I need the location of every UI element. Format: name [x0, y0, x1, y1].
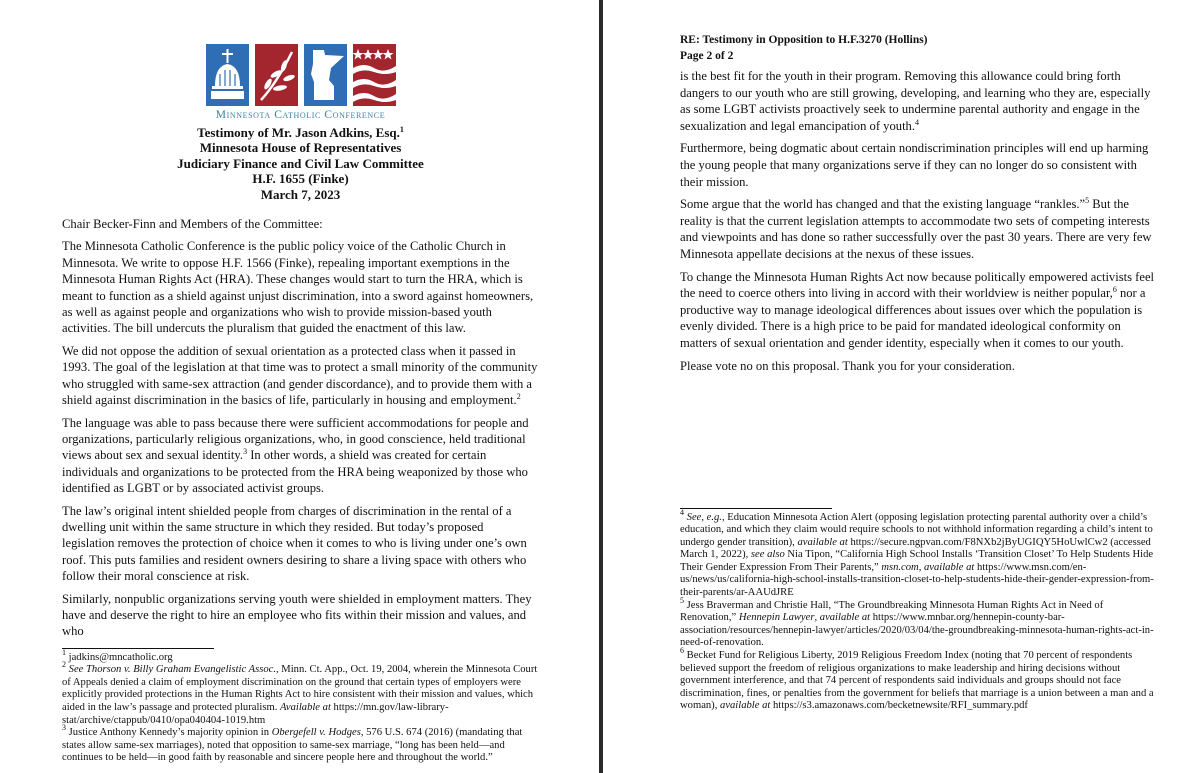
paragraph [62, 415, 539, 497]
page-number: Page 2 of 2 [680, 50, 734, 62]
footnote [62, 723, 539, 765]
footnote [62, 660, 539, 727]
title-line: H.F. 1655 (Finke) [252, 171, 349, 187]
text-run: See, e.g. [686, 511, 722, 523]
text-run: , [814, 612, 820, 624]
text-run: The Minnesota Catholic Conference is the public policy voice of the Catholic Church in Minnesota. We write to oppose H.F. 1566 (Finke), repealing important exemptions in the Minnesota Human Rights Act (HRA). These changes would start to turn the HRA, which is meant to function as a shield against unjust discrimination, into a sword against homeowners, as well as against people and organizations who wish to provide mission-based youth activities. The bill undercuts the pluralism that guided the enactment of this law. [62, 239, 534, 336]
footnote-marker: 5 [680, 595, 684, 605]
text-run: Available at [280, 702, 331, 714]
footnote-divider [62, 648, 214, 649]
paragraph [680, 140, 1160, 190]
text-run: The language was able to pass because there were sufficient accommodations for people and organizations, particularly religious organizations, who, in good conscience, held traditional views about sex and sexual identity. [62, 415, 529, 463]
text-run: Similarly, nonpublic organizations serving youth were shielded in employment matters. They have and deserve the right to hire an employee who fits within their mission and values, and who [62, 591, 532, 639]
title-line: Minnesota House of Representatives [199, 140, 402, 156]
church-dome-icon [206, 44, 249, 106]
text-run: Hennepin Lawyer [738, 612, 815, 624]
text-run: Please vote no on this proposal. Thank you for your consideration. [680, 358, 1015, 373]
paragraph [62, 503, 539, 585]
page-2 [603, 0, 1200, 773]
footnote-marker: 6 [680, 646, 684, 656]
text-run: https://www.mnbar.org/hennepin-county-bar-association/resources/hennepin-lawyer/articles/2020/03/04/the-groundbreaking-minnesota-human-rights-act-in-need-of-renovation. [680, 612, 1154, 649]
footnote-marker: 4 [915, 117, 920, 127]
text-run: See Thorson v. Billy Graham Evangelistic Assoc. [68, 664, 276, 676]
text-run: nor a productive way to manage ideological differences about issues over which the population is evenly divided. There is a high price to be paid for mandated ideological conformity on matters of sexual orientation and gender identity, especially when it comes to our youth. [680, 286, 1146, 350]
olive-branch-icon [255, 44, 298, 106]
text-run: Obergefell v. Hodges [271, 727, 361, 739]
text-run: Jess Braverman and Christie Hall, “The Groundbreaking Minnesota Human Rights Act in Need of Renovation,” [680, 599, 1104, 624]
text-run: https://secure.ngpvan.com/F8NXb2jByUGIQY5HoUwlCw2 (accessed March 1, 2022), [680, 536, 1151, 561]
paragraph [62, 216, 539, 232]
footnote-marker: 3 [243, 447, 248, 457]
title-text: Testimony of Mr. Jason Adkins, Esq. [197, 125, 400, 140]
text-run: Justice Anthony Kennedy’s majority opinion in [66, 727, 272, 739]
title-date: March 7, 2023 [260, 186, 341, 202]
title-line: Judiciary Finance and Civil Law Committee [177, 155, 424, 171]
re-line: RE: Testimony in Opposition to H.F.3270 (Hollins) [680, 34, 928, 46]
text-run: , 576 U.S. 674 (2016) (mandating that states allow same-sex marriages), noted that opposition to same-sex marriage, “long has been held—and continues to be held—in good faith by reasonable and sincere people here and throughout the world.” [62, 727, 523, 764]
footnote-marker: 5 [1085, 196, 1090, 206]
page-1 [0, 0, 599, 773]
text-run: The law’s original intent shielded people from charges of discrimination in the rental of a dwelling unit within the same structure in which they resided. But today’s proposed legislation removes the protection of choice when it comes to who is living under one’s own roof. This puts families and resident owners desiring to share a living space with others who follow their moral conscience at risk. [62, 503, 527, 584]
paragraph [680, 358, 1160, 375]
footnote [62, 647, 539, 665]
text-run: msn.com [881, 561, 919, 573]
body-text [62, 216, 539, 646]
page-header [680, 32, 1160, 64]
footnotes [680, 507, 1160, 714]
text-run: Becket Fund for Religious Liberty, 2019 Religious Freedom Index (noting that 70 percent of respondents believed support the freedom of religious organizations to make leadership and hiring decisions without government interference, and that 74 percent of respondents said individuals and groups should not face discrimination, fines, or penalties from the government for beliefs that marriage is a union between a man and a woman), [680, 650, 1154, 712]
footnote [680, 646, 1160, 713]
text-run: But the reality is that the current legislation attempts to accommodate two sets of competing interests and viewpoints and has done so rather successfully over the past 30 years. There are very few Minnesota appellate decisions at the nexus of these issues. [680, 197, 1152, 261]
text-run: Furthermore, being dogmatic about certain nondiscrimination principles will end up harming the young people that many organizations serve if they can no longer do so consistent with their mission. [680, 141, 1149, 189]
paragraph [62, 238, 539, 336]
minnesota-map-icon [304, 44, 347, 106]
text-run: available at [797, 536, 848, 548]
paragraph [680, 196, 1160, 262]
text-run: In other words, a shield was created for certain individuals and organizations to be protected from the HRA being weaponized by those who identified as LGBT or by associated activist groups. [62, 448, 528, 496]
footnote-marker: 1 [62, 647, 66, 657]
text-run: Nia Tipon, “California High School Installs ‘Transition Closet’ To Help Students Hide Their Gender Expression From Their Parents,” [680, 549, 1154, 573]
footnote-marker: 2 [516, 392, 521, 402]
text-run: To change the Minnesota Human Rights Act now because politically empowered activists feel the need to coerce others into living in accord with their worldview is neither popular, [680, 269, 1155, 301]
footnote-marker: 3 [62, 723, 66, 733]
text-run: https://s3.amazonaws.com/becketnewsite/RFI_summary.pdf [770, 700, 1028, 712]
footnotes [62, 647, 539, 765]
text-run: Some argue that the world has changed and that the existing language “rankles.” [680, 197, 1086, 212]
footnote-marker: 1 [399, 125, 404, 134]
footnote [680, 507, 1160, 600]
footnote-marker: 6 [1112, 285, 1117, 295]
text-run: available at [720, 700, 771, 712]
text-run: see also [750, 549, 785, 561]
footnote-marker: 2 [62, 660, 66, 670]
text-run: https://mn.gov/law-library-stat/archive/ctappub/0410/opa040404-1019.htm [62, 702, 449, 726]
footnote [680, 595, 1160, 650]
mcc-logo [206, 44, 396, 121]
text-run: is the best fit for the youth in their program. Removing this allowance could bring forth dangers to our youth who are still growing, developing, and learning who they are, especially as some LGBT activists proactively seek to undermine parental authority and engage in the sexualization and legal emancipation of youth. [680, 69, 1151, 133]
testimony-title-block [62, 125, 539, 202]
text-run: , [918, 561, 924, 573]
footnote-marker: 4 [680, 507, 684, 517]
text-run: Chair Becker-Finn and Members of the Committee: [62, 217, 323, 232]
paragraph [680, 269, 1160, 352]
text-run: , Minn. Ct. App., Oct. 19, 2004, wherein the Minnesota Court of Appeals denied a claim of employment discrimination on the ground that certain types of employers were explicitly provided protections in the Human Rights Act to hire consistent with their mission and values, which aided in the law’s passage and protected pluralism. [62, 664, 538, 714]
text-run: jadkins@mncatholic.org [66, 651, 173, 663]
body-text [680, 68, 1160, 380]
text-run: We did not oppose the addition of sexual orientation as a protected class when it passed in 1993. The goal of the legislation at that time was to protect a small minority of the community who struggled with same-sex attraction (and gender discordance), and to provide them with a shield against discrimination in the basics of life, particularly in housing and employment. [62, 343, 538, 408]
title-line [62, 125, 539, 140]
logo-text: Minnesota Catholic Conference [215, 109, 386, 121]
text-run: available at [819, 612, 871, 624]
paragraph [62, 343, 539, 409]
footnote-divider [680, 508, 832, 509]
flag-stars-icon [352, 44, 396, 106]
paragraph [62, 591, 539, 640]
paragraph [680, 68, 1160, 134]
text-run: https://www.msn.com/en-us/news/us/california-high-school-installs-transition-closet-to-help-students-hide-their-gender-expression-from-their-parents/ar-AAUdJRE [680, 561, 1154, 599]
text-run: available at [924, 561, 975, 573]
text-run: , Education Minnesota Action Alert (opposing legislation protecting parental authority over a child’s education, and which they claim would require schools to not withhold information regarding a child’s intent to undergo gender transition), [680, 511, 1153, 548]
